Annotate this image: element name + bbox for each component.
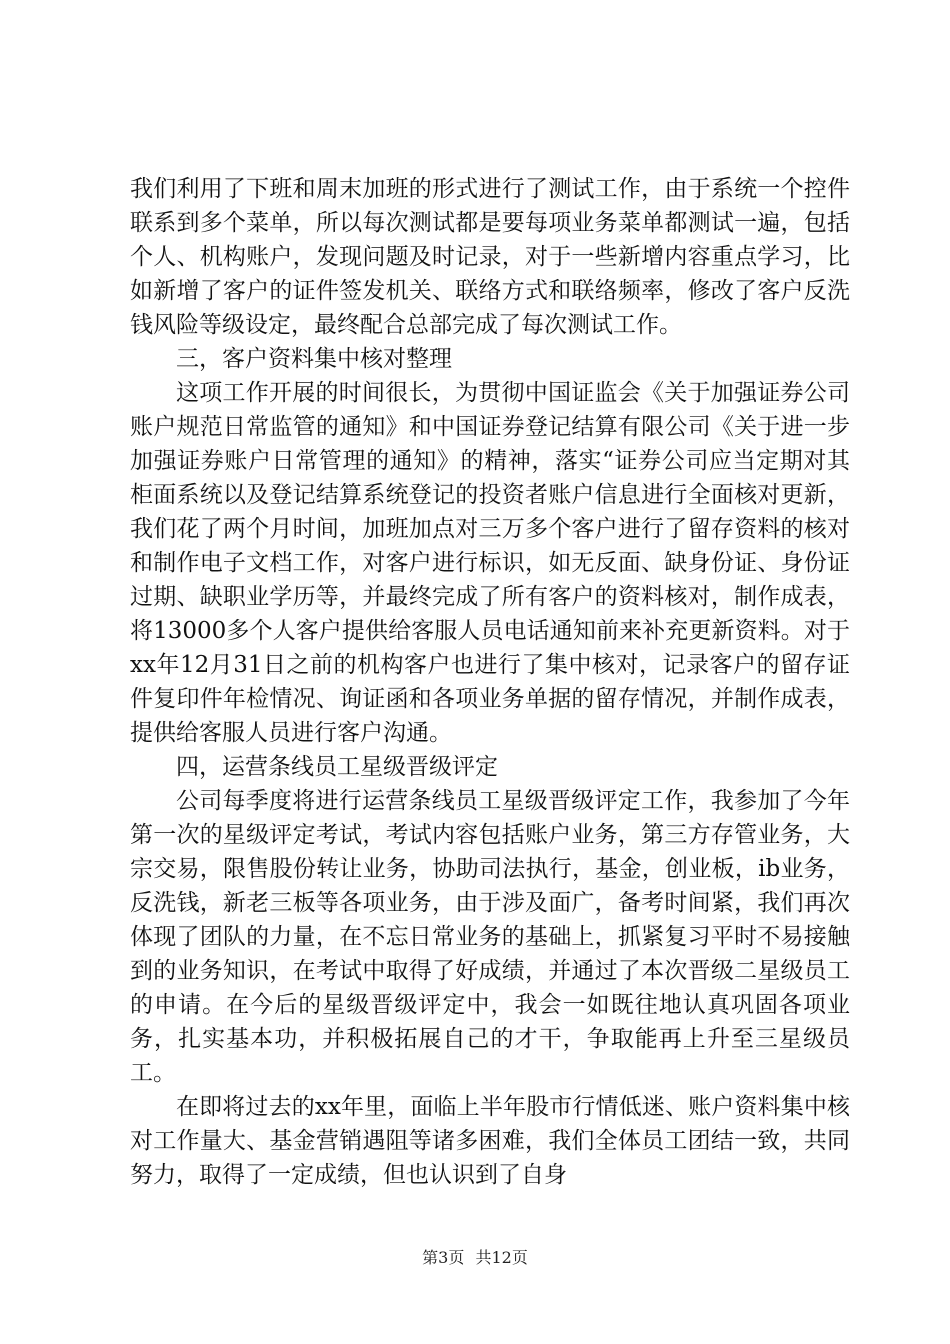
section-heading-3: 三，客户资料集中核对整理: [176, 346, 452, 372]
section-heading-4: 四，运营条线员工星级晋级评定: [176, 754, 498, 780]
page-number: 第3页: [422, 1248, 465, 1267]
paragraph-star-rating: 公司每季度将进行运营条线员工星级晋级评定工作，我参加了今年第一次的星级评定考试，考试内容包括账户业务，第三方存管业务，大宗交易，限售股份转让业务，协助司法执行，基金，创业板，ib业务，反洗钱，新老三板等各项业务，由于涉及面广，备考时间紧，我们再次体现了团队的力量，在不忘日常业务的基础上，抓紧复习平时不易接触到的业务知识，在考试中取得了好成绩，并通过了本次晋级二星级员工的申请。在今后的星级晋级评定中，我会一如既往地认真巩固各项业务，扎实基本功，并积极拓展自己的才干，争取能再上升至三星级员工。: [130, 788, 850, 1086]
page-footer: [0, 1245, 950, 1268]
paragraph-client-data-check: 这项工作开展的时间很长，为贯彻中国证监会《关于加强证券公司账户规范日常监管的通知》和中国证券登记结算有限公司《关于进一步加强证券账户日常管理的通知》的精神，落实“证券公司应当定期对其柜面系统以及登记结算系统登记的投资者账户信息进行全面核对更新，我们花了两个月时间，加班加点对三万多个客户进行了留存资料的核对和制作电子文档工作，对客户进行标识，如无反面、缺身份证、身份证过期、缺职业学历等，并最终完成了所有客户的资料核对，制作成表，将13000多个人客户提供给客服人员电话通知前来补充更新资料。对于xx年12月31日之前的机构客户也进行了集中核对，记录客户的留存证件复印件年检情况、询证函和各项业务单据的留存情况，并制作成表，提供给客服人员进行客户沟通。: [130, 380, 850, 746]
paragraph-summary: 在即将过去的xx年里，面临上半年股市行情低迷、账户资料集中核对工作量大、基金营销遇阻等诸多困难，我们全体员工团结一致，共同努力，取得了一定成绩，但也认识到了自身: [130, 1094, 850, 1188]
paragraph-testing-work: 我们利用了下班和周末加班的形式进行了测试工作，由于系统一个控件联系到多个菜单，所以每次测试都是要每项业务菜单都测试一遍，包括个人、机构账户，发现问题及时记录，对于一些新增内容重点学习，比如新增了客户的证件签发机关、联络方式和联络频率，修改了客户反洗钱风险等级设定，最终配合总部完成了每次测试工作。: [130, 176, 850, 338]
document-body: [130, 172, 850, 1192]
page-total: 共12页: [475, 1248, 528, 1267]
